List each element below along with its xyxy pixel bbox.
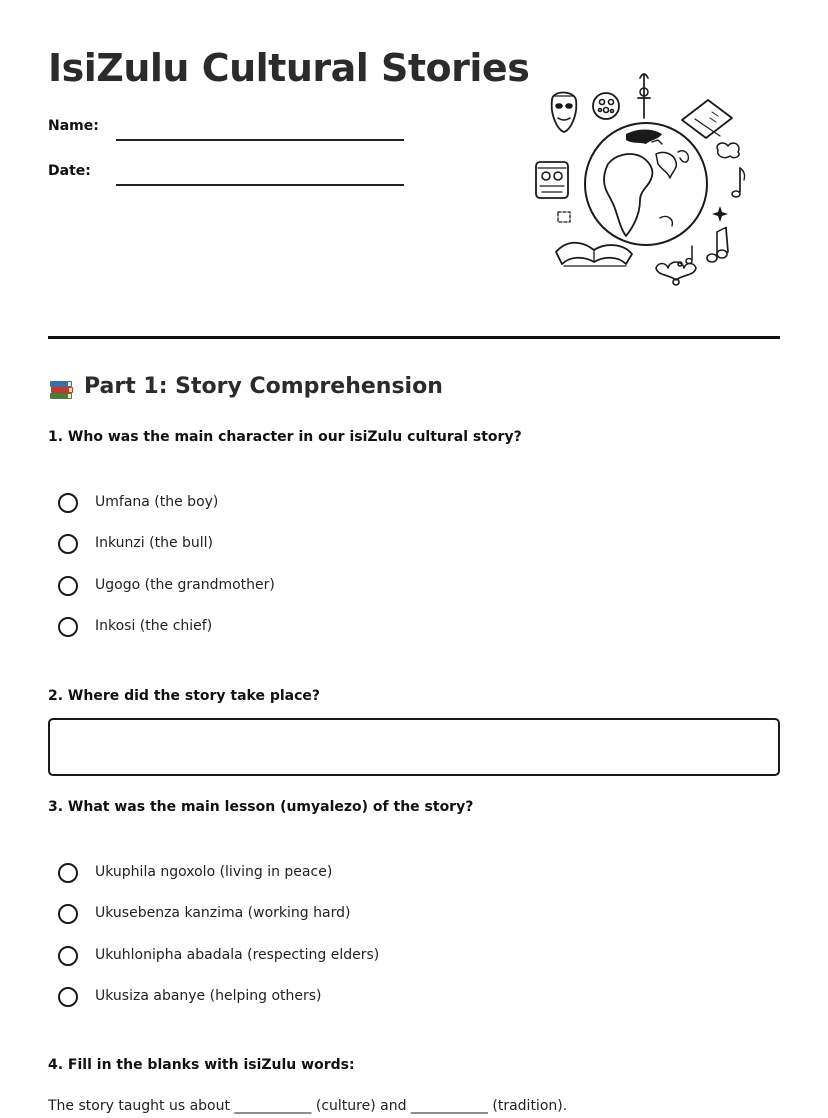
radio-button[interactable] bbox=[58, 493, 78, 513]
radio-button[interactable] bbox=[58, 534, 78, 554]
question-2: 2. Where did the story take place? bbox=[48, 688, 321, 704]
date-field[interactable] bbox=[48, 163, 408, 193]
option-label: Umfana (the boy) bbox=[95, 494, 219, 510]
q3-option-4[interactable] bbox=[58, 986, 558, 1012]
name-line[interactable] bbox=[116, 139, 404, 141]
option-label: Ugogo (the grandmother) bbox=[95, 577, 275, 593]
radio-button[interactable] bbox=[58, 863, 78, 883]
q1-option-4[interactable] bbox=[58, 616, 558, 642]
q3-option-3[interactable] bbox=[58, 945, 558, 971]
worksheet-title: IsiZulu Cultural Stories bbox=[48, 46, 530, 90]
q1-option-1[interactable] bbox=[58, 492, 558, 518]
part1-heading bbox=[48, 372, 648, 406]
q3-option-2[interactable] bbox=[58, 903, 558, 929]
globe-with-culture-items-icon bbox=[534, 68, 754, 292]
question-1: 1. Who was the main character in our isiZulu cultural story? bbox=[48, 429, 522, 445]
q2-answer-box[interactable] bbox=[48, 718, 780, 776]
question-4: 4. Fill in the blanks with isiZulu words: bbox=[48, 1057, 355, 1073]
q3-option-1[interactable] bbox=[58, 862, 558, 888]
radio-button[interactable] bbox=[58, 946, 78, 966]
books-icon bbox=[48, 376, 76, 402]
q1-option-3[interactable] bbox=[58, 575, 558, 601]
name-field[interactable] bbox=[48, 118, 408, 148]
date-line[interactable] bbox=[116, 184, 404, 186]
date-label: Date: bbox=[48, 163, 91, 179]
q1-option-2[interactable] bbox=[58, 533, 558, 559]
option-label: Ukuhlonipha abadala (respecting elders) bbox=[95, 947, 380, 963]
section-divider bbox=[48, 336, 780, 339]
question-3: 3. What was the main lesson (umyalezo) of the story? bbox=[48, 799, 474, 815]
option-label: Ukuphila ngoxolo (living in peace) bbox=[95, 864, 333, 880]
name-label: Name: bbox=[48, 118, 99, 134]
radio-button[interactable] bbox=[58, 904, 78, 924]
radio-button[interactable] bbox=[58, 987, 78, 1007]
option-label: Ukusiza abanye (helping others) bbox=[95, 988, 322, 1004]
radio-button[interactable] bbox=[58, 576, 78, 596]
option-label: Inkunzi (the bull) bbox=[95, 535, 214, 551]
worksheet-page bbox=[48, 0, 780, 1118]
option-label: Inkosi (the chief) bbox=[95, 618, 213, 634]
part1-title: Part 1: Story Comprehension bbox=[84, 374, 443, 399]
option-label: Ukusebenza kanzima (working hard) bbox=[95, 905, 351, 921]
fill-in-sentence[interactable]: The story taught us about ___________ (culture) and ___________ (tradition). bbox=[48, 1098, 568, 1114]
radio-button[interactable] bbox=[58, 617, 78, 637]
